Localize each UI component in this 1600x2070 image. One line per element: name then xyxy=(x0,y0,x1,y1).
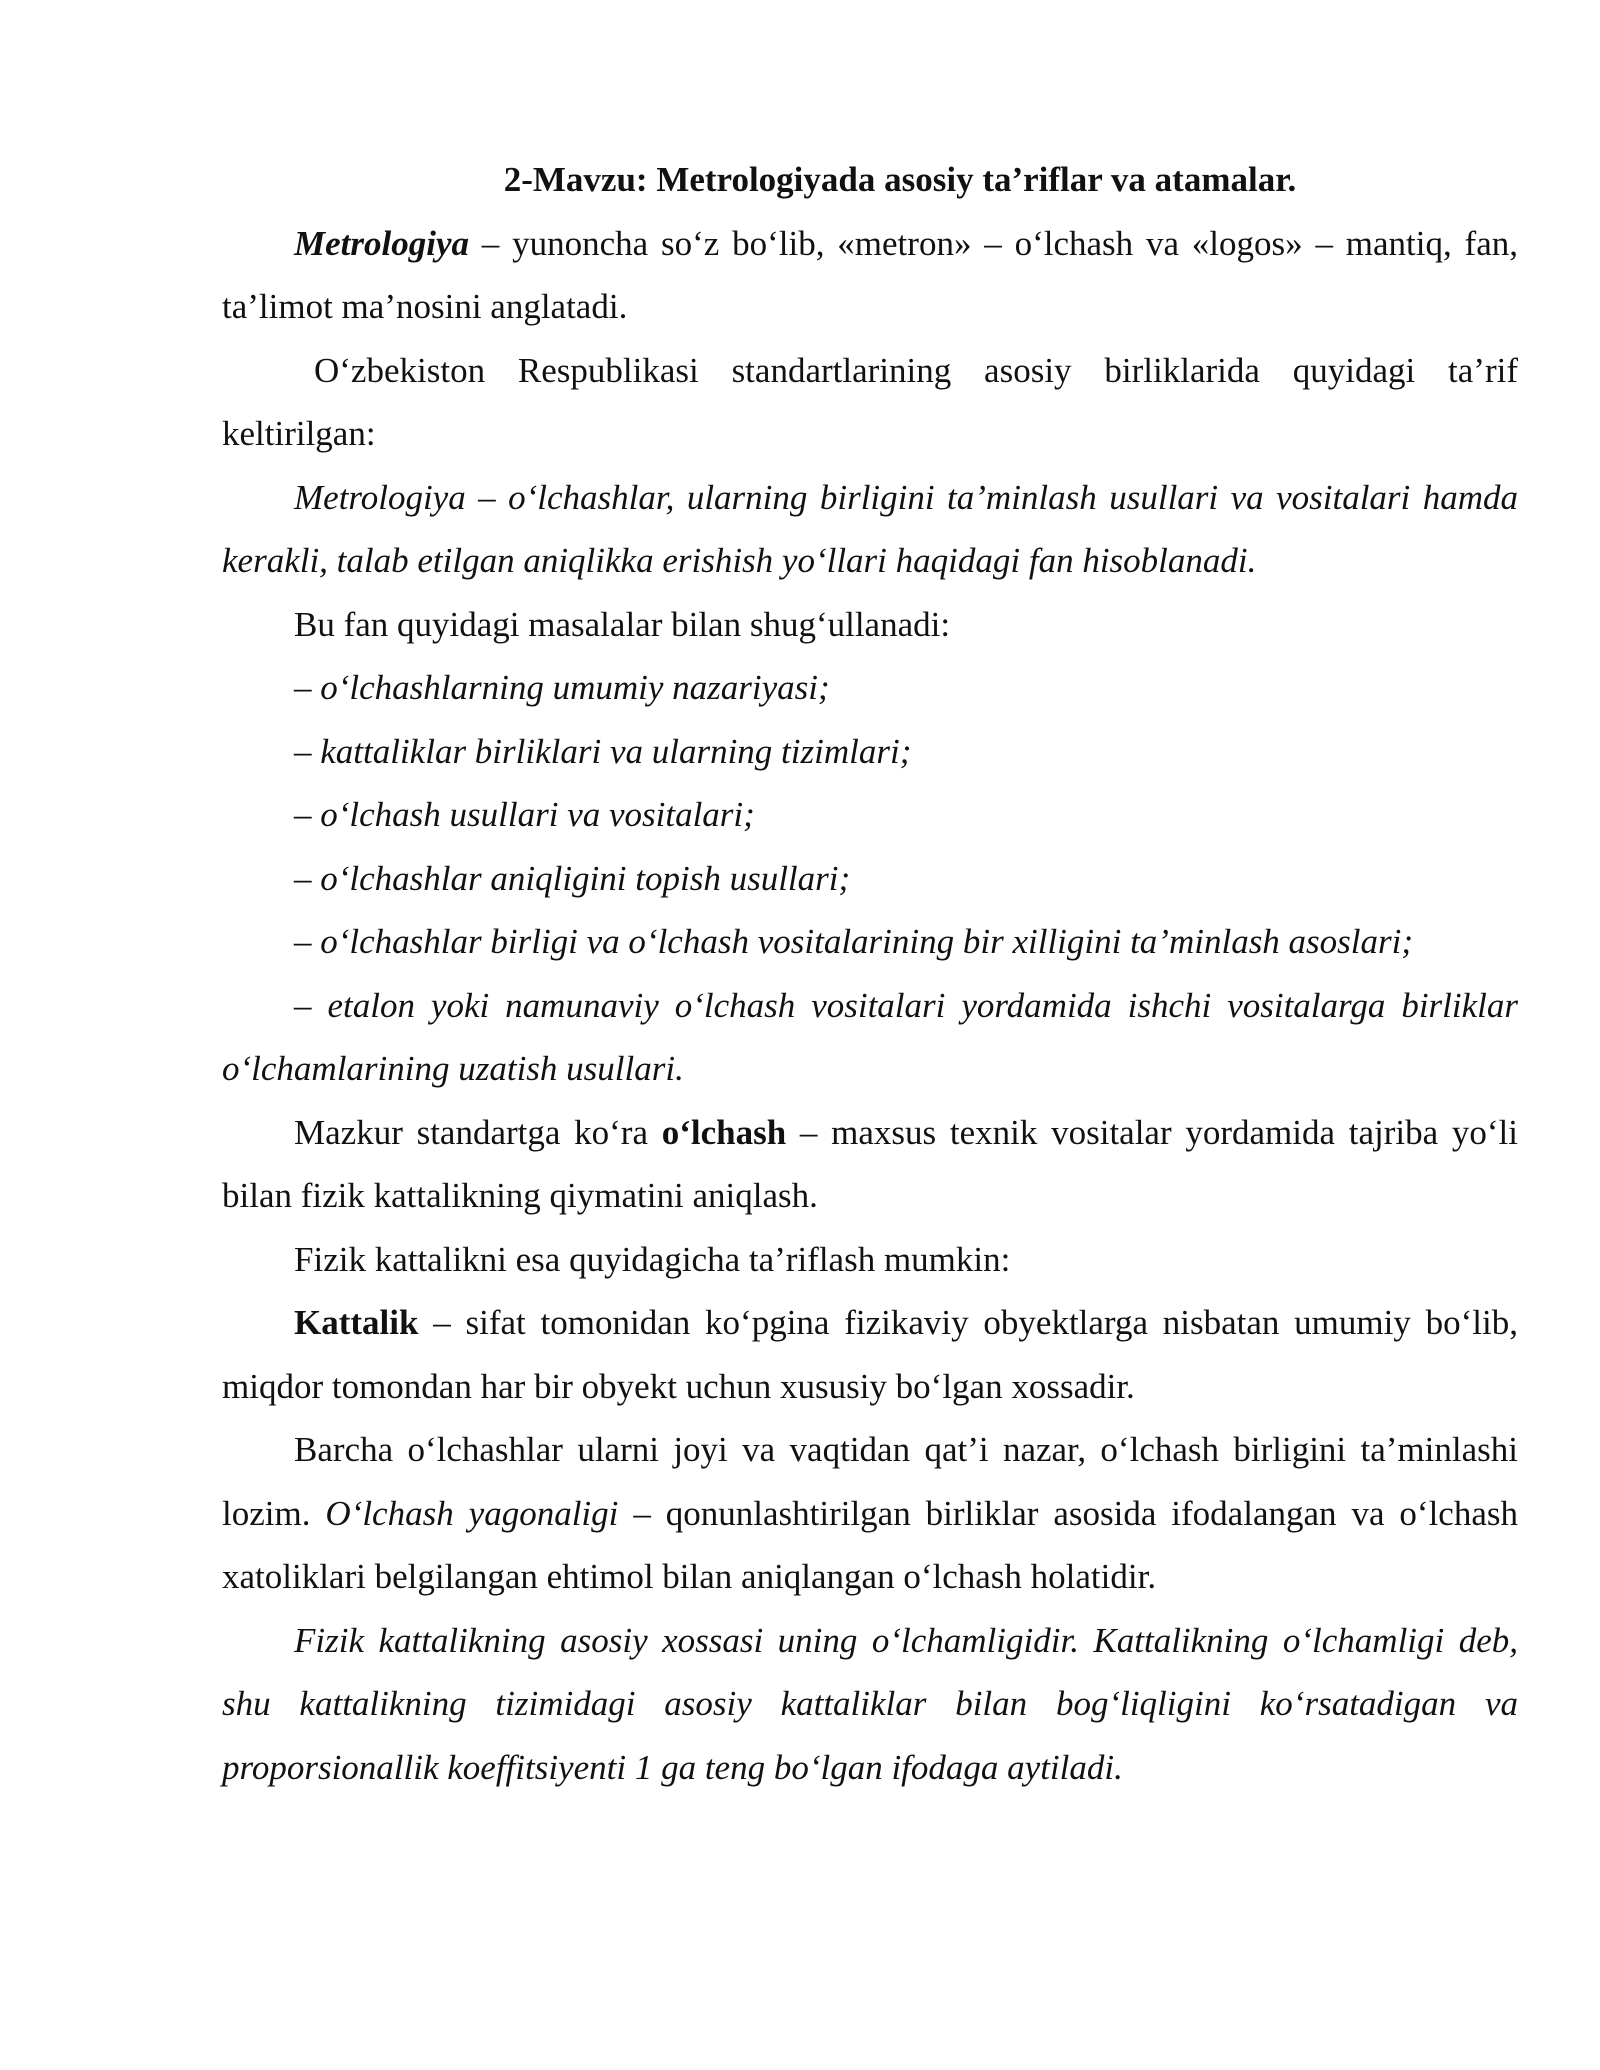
list-item: – o‘lchash usullari va vositalari; xyxy=(294,795,755,834)
page-title: 2-Mavzu: Metrologiyada asosiy ta’riflar va atamalar. xyxy=(503,160,1297,199)
paragraph-dimension-definition: Fizik kattalikning asosiy xossasi uning o‘lchamligidir. Kattalikning o‘lchamligi deb, shu kattalikning tizimidagi asosiy kattaliklar bilan bog‘liqligini ko‘rsatadigan va proporsionallik koeffitsiyenti 1 ga teng bo‘lgan ifodaga aytiladi. xyxy=(222,1620,1518,1787)
paragraph-standard-intro: O‘zbekiston Respublikasi standartlarining asosiy birliklarida quyidagi ta’rif keltirilgan: xyxy=(222,350,1518,453)
list-item: – etalon yoki namunaviy o‘lchash vositalari yordamida ishchi vositalarga birliklar o‘lchamlarining uzatish usullari. xyxy=(222,985,1518,1088)
list-item: – o‘lchashlar aniqligini topish usullari; xyxy=(294,858,851,898)
paragraph-metrology-etymology xyxy=(222,212,1518,339)
paragraph-text: Mazkur standartga ko‘ra xyxy=(294,1112,662,1152)
list-item: – o‘lchashlarning umumiy nazariyasi; xyxy=(294,668,830,707)
paragraph-quantity-intro: Fizik kattalikni esa quyidagicha ta’riflash mumkin: xyxy=(294,1239,1011,1279)
paragraph-tasks-intro: Bu fan quyidagi masalalar bilan shug‘ullanadi: xyxy=(294,604,951,644)
paragraph-text: – maxsus texnik vositalar yordamida tajriba yo‘li bilan fizik kattalikning qiymatini aniqlash. xyxy=(222,1112,1518,1215)
paragraph-text: – qonunlashtirilgan birliklar asosida ifodalangan va o‘lchash xatoliklari belgilangan ehtimol bilan aniqlangan o‘lchash holatidir. xyxy=(222,1493,1518,1596)
list-item: – kattaliklar birliklari va ularning tizimlari; xyxy=(294,731,912,771)
term-kattalik: Kattalik xyxy=(294,1303,419,1342)
list-item: – o‘lchashlar birligi va o‘lchash vositalarining bir xilligini ta’minlash asoslari; xyxy=(294,922,1414,961)
term-olchash: o‘lchash xyxy=(661,1112,787,1152)
paragraph-metrology-definition: Metrologiya – o‘lchashlar, ularning birligini ta’minlash usullari va vositalari hamda kerakli, talab etilgan aniqlikka erishish yo‘llari haqidagi fan hisoblanadi. xyxy=(222,477,1518,580)
term-metrologiya: Metrologiya xyxy=(294,223,469,263)
paragraph-text: Barcha o‘lchashlar ularni joyi va vaqtidan qat’i nazar, o‘lchash birligini ta’minlashi lozim. xyxy=(222,1430,1518,1533)
paragraph-measurement-definition xyxy=(222,1101,1518,1228)
paragraph-text: – sifat tomonidan ko‘pgina fizikaviy obyektlarga nisbatan umumiy bo‘lib, miqdor tomondan har bir obyekt uchun xususiy bo‘lgan xossadir. xyxy=(222,1303,1518,1406)
paragraph-measurement-uniformity xyxy=(222,1418,1518,1609)
paragraph-quantity-definition xyxy=(222,1291,1518,1418)
paragraph-text: – yunoncha so‘z bo‘lib, «metron» – o‘lchash va «logos» – mantiq, fan, ta’limot ma’nosini anglatadi. xyxy=(222,223,1518,326)
term-olchash-yagonaligi: O‘lchash yagonaligi xyxy=(325,1493,619,1533)
document-page xyxy=(222,148,1518,1799)
